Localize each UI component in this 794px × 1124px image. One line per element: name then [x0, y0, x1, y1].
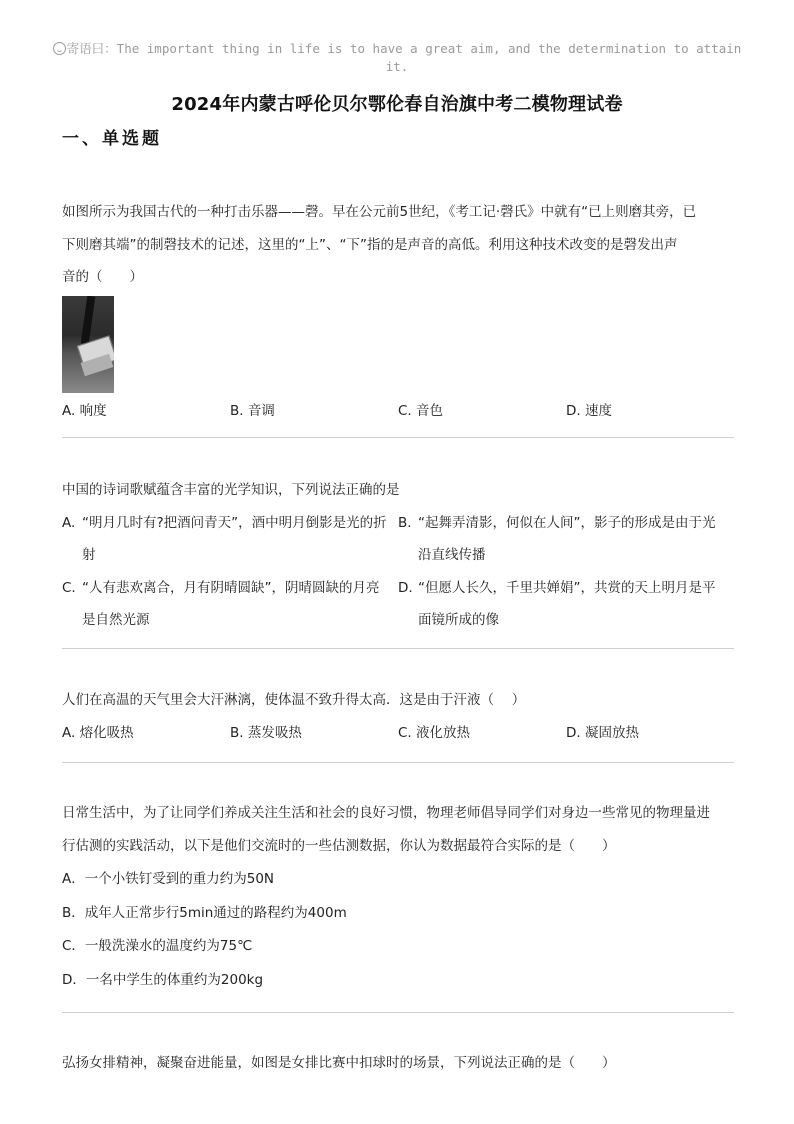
option-b[interactable]: B. 蒸发吸热 [230, 724, 302, 741]
option-a[interactable]: A．一个小铁钉受到的重力约为50N [62, 871, 275, 887]
option-label: C. [62, 579, 76, 596]
divider [62, 1012, 734, 1013]
question-stem-line: 音的（ ） [62, 269, 143, 285]
option-d[interactable] [398, 572, 734, 637]
question-stem-line: 日常生活中，为了让同学们养成关注生活和社会的良好习惯，物理老师倡导同学们对身边一些常见的物理量进 [62, 805, 710, 821]
question-2 [62, 474, 734, 637]
option-label: B. [398, 514, 412, 531]
option-label: A. [62, 514, 76, 531]
smile-icon [53, 42, 66, 55]
question-stem-line: 如图所示为我国古代的一种打击乐器——磬。早在公元前5世纪，《考工记·磬氏》中就有“已上则磨其旁，已 [62, 204, 697, 220]
divider [62, 437, 734, 438]
question-stem-line: 行估测的实践活动，以下是他们交流时的一些估测数据，你认为数据最符合实际的是（ ） [62, 837, 616, 854]
question-1 [62, 196, 734, 427]
question-4 [62, 797, 734, 996]
option-d[interactable]: D. 凝固放热 [566, 724, 639, 741]
option-c[interactable] [62, 572, 398, 637]
option-b[interactable]: B．成年人正常步行5min通过的路程约为400m [62, 904, 347, 921]
option-a[interactable]: A. 熔化吸热 [62, 724, 134, 741]
question-stem-line: 弘扬女排精神，凝聚奋进能量，如图是女排比赛中扣球时的场景，下列说法正确的是（ ） [62, 1055, 616, 1071]
options-row [62, 717, 734, 750]
option-d[interactable]: D. 速度 [566, 402, 612, 419]
option-a[interactable] [62, 507, 398, 572]
question-stem-line: 人们在高温的天气里会大汗淋漓，使体温不致升得太高．这是由于汗液（ ） [62, 692, 526, 708]
option-b[interactable]: B. 音调 [230, 402, 275, 419]
section-title: 一、单选题 [62, 129, 162, 149]
option-text: “人有悲欢离合，月有阴晴圆缺”，阴晴圆缺的月亮是自然光源 [82, 579, 380, 628]
chime-stone-photo [62, 296, 114, 393]
option-a[interactable]: A. 响度 [62, 402, 107, 419]
option-c[interactable]: C. 液化放热 [398, 724, 471, 741]
options-row [62, 572, 734, 637]
options-row [62, 395, 734, 428]
option-c[interactable]: C．一般洗澡水的温度约为75℃ [62, 938, 253, 954]
question-stem-line: 中国的诗词歌赋蕴含丰富的光学知识，下列说法正确的是 [62, 482, 400, 498]
option-text: “起舞弄清影，何似在人间”，影子的形成是由于光沿直线传播 [418, 514, 716, 563]
question-5 [62, 1047, 734, 1080]
options-row [62, 507, 734, 572]
option-label: D. [398, 579, 413, 596]
option-text: “明月几时有?把酒问青天”，酒中明月倒影是光的折射 [82, 514, 387, 563]
option-c[interactable]: C. 音色 [398, 402, 444, 419]
option-d[interactable]: D．一名中学生的体重约为200kg [62, 971, 264, 988]
motto-text: 寄语曰：The important thing in life is to have a great aim, and the determination to attain it. [66, 41, 742, 74]
divider [62, 762, 734, 763]
page-title: 2024年内蒙古呼伦贝尔鄂伦春自治旗中考二模物理试卷 [171, 94, 623, 115]
option-text: “但愿人长久，千里共婵娟”，共赏的天上明月是平面镜所成的像 [418, 579, 716, 628]
question-3 [62, 684, 734, 749]
question-stem-line: 下则磨其端”的制磬技术的记述，这里的“上”、“下”指的是声音的高低。利用这种技术改变的是磬发出声 [62, 236, 678, 253]
motto-banner [40, 40, 754, 76]
divider [62, 648, 734, 649]
option-b[interactable] [398, 507, 734, 572]
